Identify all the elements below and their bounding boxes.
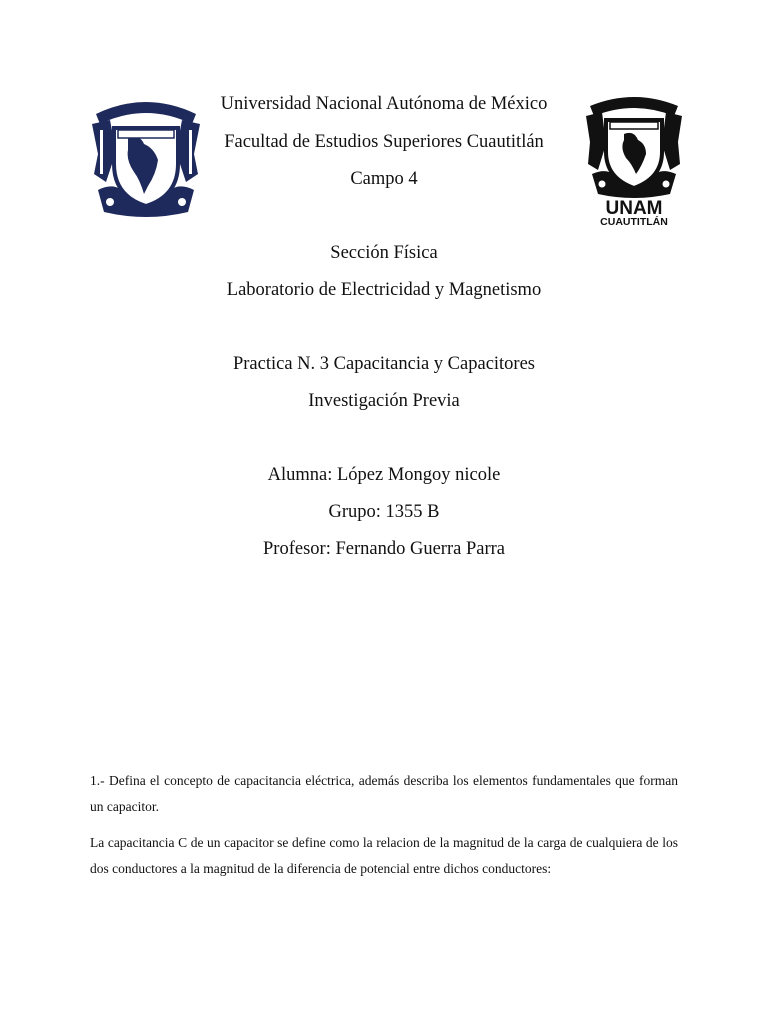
group-number: Grupo: 1355 B	[328, 502, 440, 522]
question-prompt: 1.- Defina el concepto de capacitancia eléctrica, además describa los elementos fundamentales que forman un capacitor.	[90, 773, 678, 814]
section-name: Sección Física	[330, 243, 438, 263]
unam-logo-title: UNAM	[605, 198, 663, 219]
practice-subtitle: Investigación Previa	[308, 391, 460, 411]
student-name: Alumna: López Mongoy nicole	[267, 465, 501, 485]
faculty-name: Facultad de Estudios Superiores Cuautitlán	[224, 132, 544, 152]
university-name: Universidad Nacional Autónoma de México	[220, 94, 548, 114]
professor-name: Profesor: Fernando Guerra Parra	[263, 539, 505, 559]
question-answer: La capacitancia C de un capacitor se define como la relacion de la magnitud de la carga de cualquiera de los dos conductores a la magnitud de la diferencia de potencial entre dichos conductores:	[90, 835, 678, 876]
practice-title: Practica N. 3 Capacitancia y Capacitores	[232, 354, 536, 374]
campus-name: Campo 4	[350, 169, 418, 189]
unam-logo-subtitle: CUAUTITLÁN	[600, 216, 668, 226]
lab-name: Laboratorio de Electricidad y Magnetismo	[226, 280, 542, 300]
